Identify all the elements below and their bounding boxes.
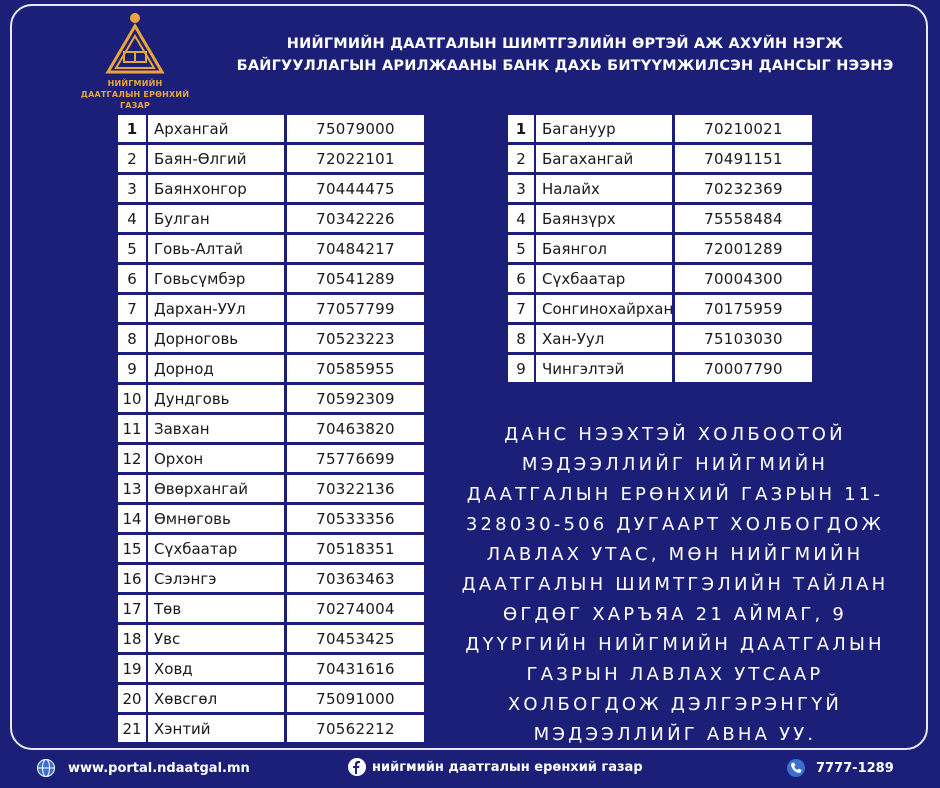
row-number: 4	[508, 205, 534, 232]
row-code: 72001289	[675, 235, 812, 262]
row-name: Орхон	[148, 445, 284, 472]
title-line-2: БАЙГУУЛЛАГЫН АРИЛЖААНЫ БАНК ДАХЬ БИТҮҮМЖИЛСЭН ДАНСЫГ НЭЭНЭ	[236, 58, 894, 74]
row-name: Баянхонгор	[148, 175, 284, 202]
row-name: Говь-Алтай	[148, 235, 284, 262]
facebook-icon	[348, 758, 366, 776]
row-name: Баян-Өлгий	[148, 145, 284, 172]
row-number: 6	[508, 265, 534, 292]
row-code: 70274004	[287, 595, 424, 622]
row-code: 70562212	[287, 715, 424, 742]
row-number: 11	[118, 415, 146, 442]
row-code: 75079000	[287, 115, 424, 142]
row-code: 70342226	[287, 205, 424, 232]
row-name: Өвөрхангай	[148, 475, 284, 502]
row-code: 70444475	[287, 175, 424, 202]
row-code: 70363463	[287, 565, 424, 592]
row-name: Сүхбаатар	[148, 535, 284, 562]
row-name: Сонгинохайрхан	[536, 295, 672, 322]
row-name: Баянзүрх	[536, 205, 672, 232]
row-code: 70431616	[287, 655, 424, 682]
row-number: 15	[118, 535, 146, 562]
row-number: 20	[118, 685, 146, 712]
row-code: 70533356	[287, 505, 424, 532]
row-number: 3	[118, 175, 146, 202]
row-name: Говьсүмбэр	[148, 265, 284, 292]
row-number: 17	[118, 595, 146, 622]
row-number: 13	[118, 475, 146, 502]
row-code: 70484217	[287, 235, 424, 262]
footer-website[interactable]	[36, 758, 250, 778]
row-code: 70592309	[287, 385, 424, 412]
row-name: Дорнод	[148, 355, 284, 382]
row-number: 9	[118, 355, 146, 382]
soyombo-logo-icon	[100, 8, 170, 78]
row-code: 70232369	[675, 175, 812, 202]
row-code: 70585955	[287, 355, 424, 382]
row-number: 1	[508, 115, 534, 142]
row-name: Хэнтий	[148, 715, 284, 742]
title-line-1: НИЙГМИЙН ДААТГАЛЫН ШИМТГЭЛИЙН ӨРТЭЙ АЖ АХУЙН НЭГЖ	[286, 36, 844, 52]
website-text: www.portal.ndaatgal.mn	[68, 760, 250, 776]
page-title	[210, 33, 920, 77]
row-code: 70175959	[675, 295, 812, 322]
row-name: Булган	[148, 205, 284, 232]
row-number: 5	[118, 235, 146, 262]
row-number: 8	[508, 325, 534, 352]
row-name: Өмнөговь	[148, 505, 284, 532]
row-name: Сэлэнгэ	[148, 565, 284, 592]
row-name: Сүхбаатар	[536, 265, 672, 292]
row-number: 5	[508, 235, 534, 262]
row-number: 19	[118, 655, 146, 682]
info-text: ДАНС НЭЭХТЭЙ ХОЛБООТОЙ МЭДЭЭЛЛИЙГ НИЙГМИЙН ДААТГАЛЫН ЕРӨНХИЙ ГАЗРЫН 11-328030-506 ДУГААРТ ХОЛБОГДОЖ ЛАВЛАХ УТАС, МӨН НИЙГМИЙН ДААТГАЛЫН ШИМТГЭЛИЙН ТАЙЛАН ӨГДӨГ ХАРЪЯА 21 АЙМАГ, 9 ДҮҮРГИЙН НИЙГМИЙН ДААТГАЛЫН ГАЗРЫН ЛАВЛАХ УТСААР ХОЛБОГДОЖ ДЭЛГЭРЭНГҮЙ МЭДЭЭЛЛИЙГ АВНА УУ.	[461, 424, 889, 745]
row-number: 12	[118, 445, 146, 472]
row-name: Дархан-УУл	[148, 295, 284, 322]
row-code: 72022101	[287, 145, 424, 172]
row-number: 21	[118, 715, 146, 742]
row-name: Багануур	[536, 115, 672, 142]
row-number: 2	[508, 145, 534, 172]
row-name: Дорноговь	[148, 325, 284, 352]
row-code: 70453425	[287, 625, 424, 652]
row-number: 1	[118, 115, 146, 142]
row-number: 3	[508, 175, 534, 202]
row-code: 70322136	[287, 475, 424, 502]
row-code: 75103030	[675, 325, 812, 352]
row-number: 2	[118, 145, 146, 172]
row-number: 14	[118, 505, 146, 532]
row-name: Архангай	[148, 115, 284, 142]
row-name: Завхан	[148, 415, 284, 442]
row-number: 7	[118, 295, 146, 322]
row-name: Дундговь	[148, 385, 284, 412]
row-code: 70210021	[675, 115, 812, 142]
row-name: Төв	[148, 595, 284, 622]
row-name: Хан-Уул	[536, 325, 672, 352]
row-name: Увс	[148, 625, 284, 652]
row-code: 70463820	[287, 415, 424, 442]
footer-facebook[interactable]	[348, 758, 643, 776]
row-number: 16	[118, 565, 146, 592]
phone-text: 7777-1289	[816, 760, 894, 776]
row-number: 9	[508, 355, 534, 382]
row-code: 77057799	[287, 295, 424, 322]
row-name: Хөвсгөл	[148, 685, 284, 712]
row-code: 70523223	[287, 325, 424, 352]
row-number: 10	[118, 385, 146, 412]
row-code: 75091000	[287, 685, 424, 712]
row-code: 70491151	[675, 145, 812, 172]
logo-label: НИЙГМИЙН ДААТГАЛЫН ЕРӨНХИЙ ГАЗАР	[80, 79, 190, 110]
row-number: 6	[118, 265, 146, 292]
row-name: Ховд	[148, 655, 284, 682]
row-code: 70004300	[675, 265, 812, 292]
globe-icon	[36, 758, 56, 778]
row-name: Баянгол	[536, 235, 672, 262]
logo	[80, 8, 190, 110]
row-number: 4	[118, 205, 146, 232]
row-number: 7	[508, 295, 534, 322]
row-code: 70541289	[287, 265, 424, 292]
row-name: Налайх	[536, 175, 672, 202]
row-code: 70007790	[675, 355, 812, 382]
facebook-text: нийгмийн даатгалын ерөнхий газар	[372, 759, 643, 775]
row-code: 75776699	[287, 445, 424, 472]
row-code: 70518351	[287, 535, 424, 562]
row-code: 75558484	[675, 205, 812, 232]
row-number: 8	[118, 325, 146, 352]
row-name: Чингэлтэй	[536, 355, 672, 382]
row-number: 18	[118, 625, 146, 652]
footer-phone[interactable]	[786, 758, 894, 778]
row-name: Багахангай	[536, 145, 672, 172]
phone-icon	[786, 758, 806, 778]
